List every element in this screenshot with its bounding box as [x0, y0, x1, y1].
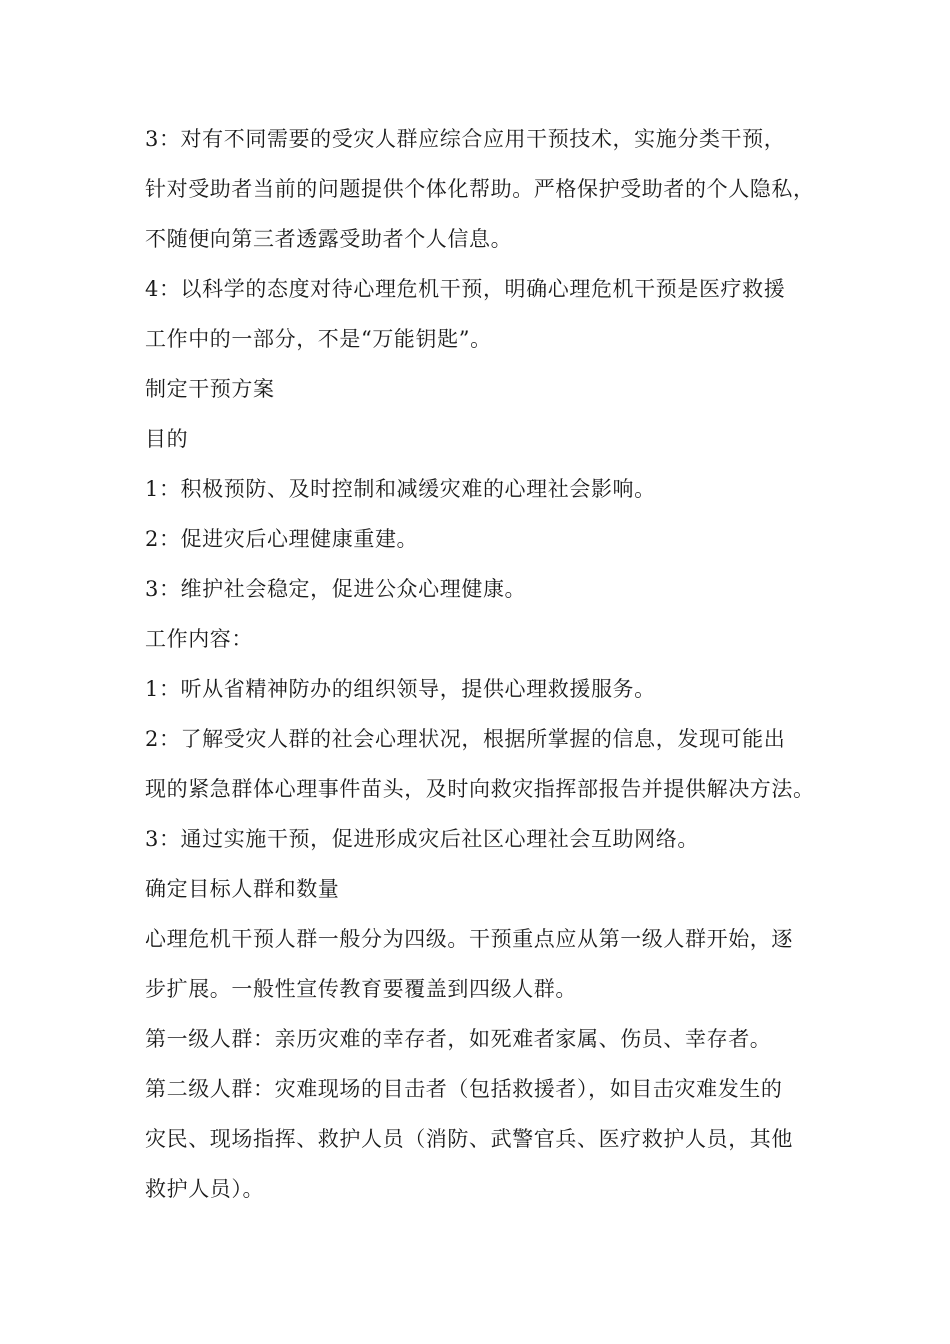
text-line: 第二级人群：灾难现场的目击者（包括救援者），如目击灾难发生的 [145, 1077, 783, 1101]
work-item-3 [145, 814, 825, 864]
purpose-item-3 [145, 564, 825, 614]
paragraph-level-2 [145, 1064, 825, 1214]
subheading-work-content [145, 614, 825, 664]
paragraph-principle-3 [145, 114, 825, 264]
heading-text: 制定干预方案 [145, 377, 275, 401]
text-line: 步扩展。一般性宣传教育要覆盖到四级人群。 [145, 977, 577, 1001]
text-line: 1：积极预防、及时控制和减缓灾难的心理社会影响。 [145, 477, 656, 501]
subheading-purpose [145, 414, 825, 464]
purpose-item-2 [145, 514, 825, 564]
paragraph-four-levels [145, 914, 825, 1014]
text-line: 现的紧急群体心理事件苗头，及时向救灾指挥部报告并提供解决方法。 [145, 777, 815, 801]
heading-text: 目的 [145, 427, 189, 451]
text-line: 心理危机干预人群一般分为四级。干预重点应从第一级人群开始，逐 [145, 927, 793, 951]
text-line: 2：促进灾后心理健康重建。 [145, 527, 419, 551]
heading-text: 确定目标人群和数量 [145, 877, 340, 901]
text-line: 不随便向第三者透露受助者个人信息。 [145, 227, 513, 251]
text-line: 3：维护社会稳定，促进公众心理健康。 [145, 577, 527, 601]
text-line: 3：通过实施干预，促进形成灾后社区心理社会互助网络。 [145, 827, 699, 851]
paragraph-principle-4 [145, 264, 825, 364]
text-line: 第一级人群：亲历灾难的幸存者，如死难者家属、伤员、幸存者。 [145, 1027, 772, 1051]
heading-text: 工作内容： [145, 627, 253, 651]
text-line: 灾民、现场指挥、救护人员（消防、武警官兵、医疗救护人员，其他 [145, 1127, 793, 1151]
text-line: 2：了解受灾人群的社会心理状况，根据所掌握的信息，发现可能出 [145, 727, 786, 751]
text-line: 4：以科学的态度对待心理危机干预，明确心理危机干预是医疗救援 [145, 277, 786, 301]
text-line: 1：听从省精神防办的组织领导，提供心理救援服务。 [145, 677, 656, 701]
paragraph-level-1 [145, 1014, 825, 1064]
section-heading-plan [145, 364, 825, 414]
work-item-2 [145, 714, 825, 814]
work-item-1 [145, 664, 825, 714]
text-line: 3：对有不同需要的受灾人群应综合应用干预技术，实施分类干预， [145, 127, 786, 151]
purpose-item-1 [145, 464, 825, 514]
text-line: 工作中的一部分，不是“万能钥匙”。 [145, 327, 492, 351]
section-heading-target-groups [145, 864, 825, 914]
text-line: 针对受助者当前的问题提供个体化帮助。严格保护受助者的个人隐私， [145, 177, 815, 201]
document-body [145, 114, 825, 1214]
text-line: 救护人员）。 [145, 1177, 265, 1201]
